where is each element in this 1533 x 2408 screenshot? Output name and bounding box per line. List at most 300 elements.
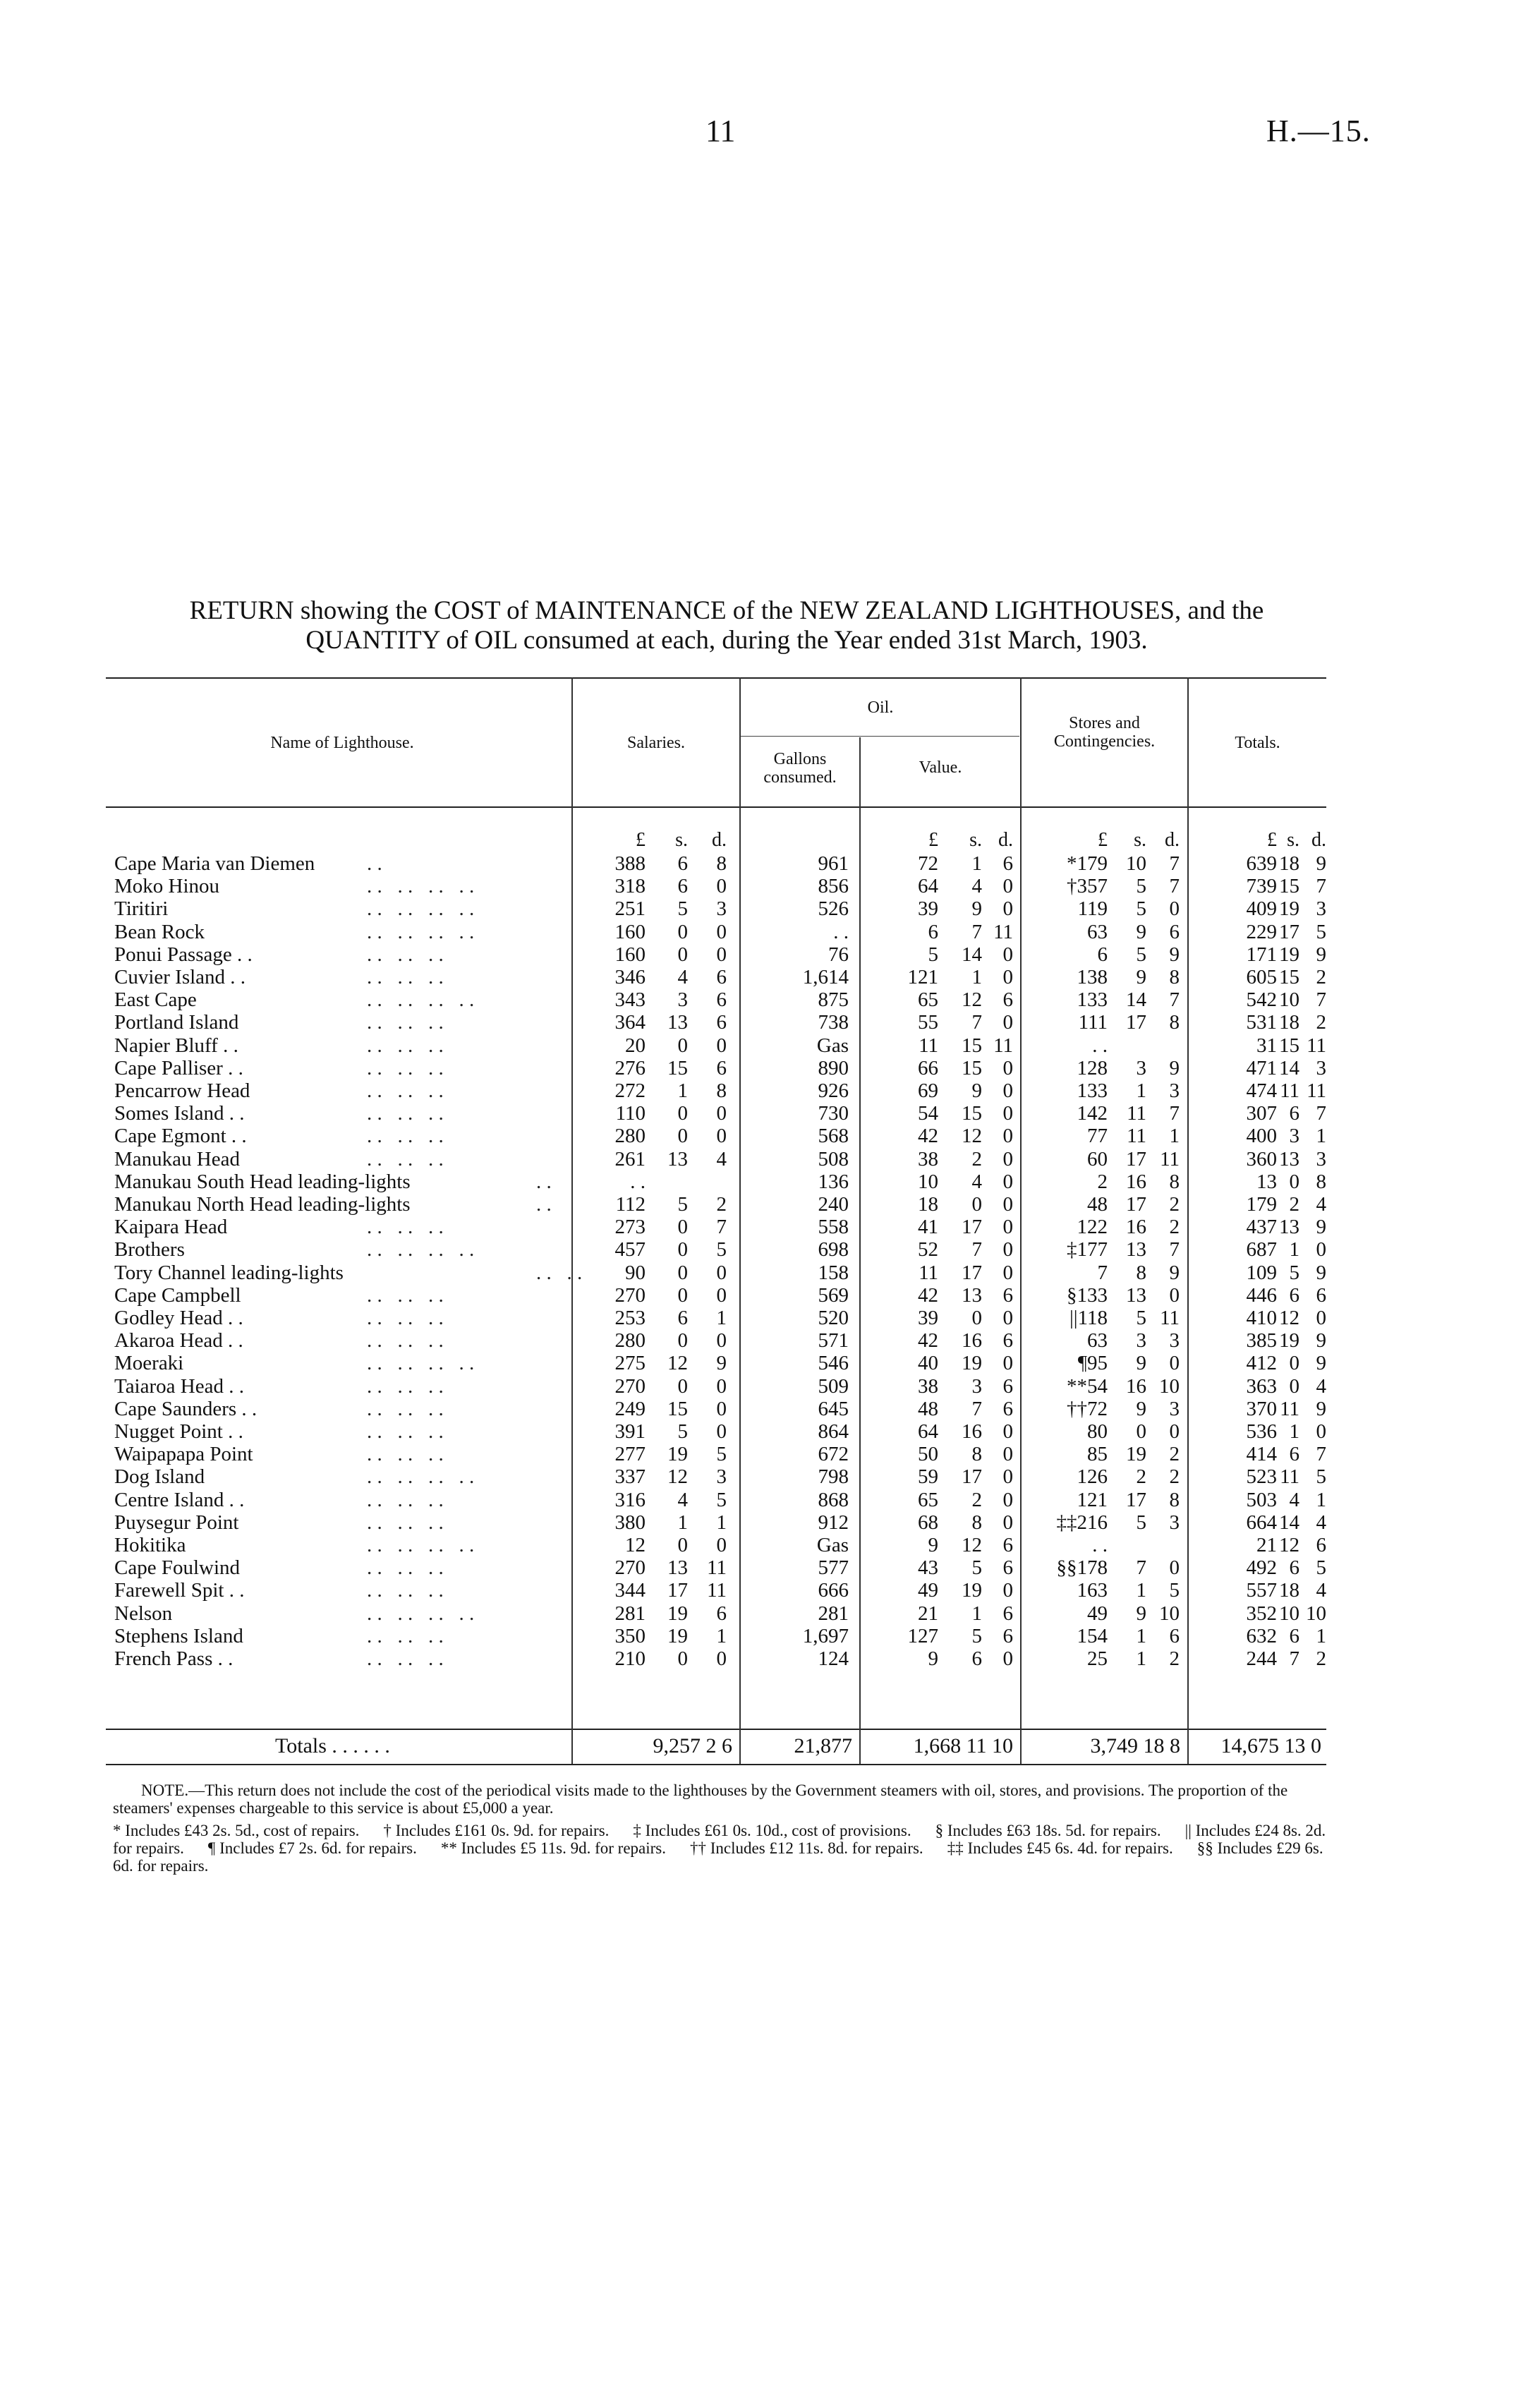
cell-sal-shillings: 0 [677,1647,688,1670]
leader-dots: . . . . . . . . [367,1238,475,1261]
cell-val-pounds: 10 [918,1170,938,1193]
cell-sto-shillings: 1 [1136,1625,1146,1647]
cell-sal-pounds: 251 [614,897,646,920]
cell-sto-pence: 9 [1169,943,1180,966]
lighthouse-name: Cape Egmont . . [114,1125,247,1147]
cell-val-shillings: 19 [962,1352,982,1374]
leader-dots: . . . . . . [367,1579,444,1602]
cell-tot-shillings: 0 [1289,1170,1299,1193]
cell-sto-pence: 6 [1169,1625,1180,1647]
cell-sal-pence: 4 [716,1148,727,1170]
cell-gallons: 798 [818,1465,849,1488]
cell-tot-pounds: 605 [1246,966,1277,988]
cell-tot-pence: 7 [1316,1102,1326,1125]
cell-sal-shillings: 19 [667,1602,688,1625]
leader-dots: . . . . . . [367,1489,444,1511]
cell-sal-pence: 0 [716,1398,727,1420]
cell-sto-shillings: 9 [1136,1352,1146,1374]
cell-val-pounds: 21 [918,1602,938,1625]
cell-sto-pounds: ||118 [1069,1307,1108,1329]
cell-sal-pounds: 364 [614,1011,646,1034]
table-row [0,1034,1533,1057]
cell-val-pence: 0 [1002,1489,1013,1511]
table-row [0,1193,1533,1216]
cell-sto-shillings: 19 [1126,1443,1146,1465]
cell-val-pence: 6 [1002,1398,1013,1420]
cell-gallons: 571 [818,1329,849,1352]
cell-sal-pounds: 160 [614,943,646,966]
cell-val-pence: 0 [1002,1238,1013,1261]
cell-sal-pounds: 90 [625,1262,646,1284]
cell-sto-pounds: 85 [1087,1443,1108,1465]
cell-sal-shillings: 5 [677,897,688,920]
column-header-value: Value. [919,758,962,777]
cell-tot-shillings: 10 [1279,988,1299,1011]
cell-tot-pounds: 492 [1246,1556,1277,1579]
table-row [0,875,1533,897]
cell-tot-pence: 5 [1316,1465,1326,1488]
lighthouse-name: Waipapapa Point [114,1443,253,1465]
cell-sal-shillings: 6 [677,875,688,897]
cell-sal-shillings: 0 [677,921,688,943]
totals-row [0,1734,1533,1758]
cell-sal-pounds: 337 [614,1465,646,1488]
cell-sto-pounds: . . [1092,1534,1108,1556]
cell-tot-pounds: 412 [1246,1352,1277,1374]
unit-label: £ [928,829,938,851]
unit-label: s. [675,829,688,851]
cell-tot-pence: 9 [1316,1329,1326,1352]
cell-tot-pounds: 171 [1246,943,1277,966]
cell-tot-shillings: 0 [1289,1352,1299,1374]
cell-sto-pence: 8 [1169,1011,1180,1034]
cell-val-shillings: 12 [962,988,982,1011]
cell-sal-pounds: 344 [614,1579,646,1602]
cell-val-pence: 6 [1002,1556,1013,1579]
cell-sal-shillings: 0 [677,1375,688,1398]
cell-gallons: 698 [818,1238,849,1261]
cell-tot-pence: 7 [1316,988,1326,1011]
totals-value: 1,668 11 10 [913,1734,1013,1757]
cell-sal-pounds: 160 [614,921,646,943]
leader-dots: . . . . . . . . [367,921,475,943]
lighthouse-name: Brothers [114,1238,185,1261]
cell-tot-pence: 1 [1316,1625,1326,1647]
lighthouse-name: Ponui Passage . . [114,943,253,966]
cell-val-pounds: 49 [918,1579,938,1602]
cell-gallons: 645 [818,1398,849,1420]
unit-label: d. [1311,829,1326,851]
leader-dots: . . . . . . . . [367,1602,475,1625]
cell-sto-pence: 2 [1169,1465,1180,1488]
table-row [0,1102,1533,1125]
cell-sal-pounds: 343 [614,988,646,1011]
cell-sto-pounds: 126 [1077,1465,1108,1488]
cell-tot-pounds: 409 [1246,897,1277,920]
document-reference: H.—15. [1266,114,1371,148]
lighthouse-name: Cape Campbell [114,1284,241,1307]
cell-tot-pence: 9 [1316,1262,1326,1284]
column-header-gallons: Gallons consumed. [763,750,837,787]
totals-salaries: 9,257 2 6 [653,1734,732,1757]
cell-sal-shillings: 0 [677,1534,688,1556]
cell-tot-shillings: 15 [1279,1034,1299,1057]
cell-tot-pence: 7 [1316,1443,1326,1465]
cell-sto-pence: 11 [1160,1148,1180,1170]
leader-dots: . . . . . . [367,1443,444,1465]
table-row [0,897,1533,920]
cell-val-pence: 0 [1002,1465,1013,1488]
cell-sto-shillings: 0 [1136,1420,1146,1443]
lighthouse-name: Kaipara Head [114,1216,228,1238]
cell-sto-shillings: 5 [1136,897,1146,920]
cell-tot-pounds: 739 [1246,875,1277,897]
cell-val-pounds: 65 [918,1489,938,1511]
column-header-oil: Oil. [867,698,894,717]
cell-sal-shillings: 4 [677,966,688,988]
cell-tot-shillings: 18 [1279,1011,1299,1034]
cell-val-pence: 6 [1002,852,1013,875]
cell-tot-pounds: 385 [1246,1329,1277,1352]
lighthouse-name: Nugget Point . . [114,1420,243,1443]
cell-tot-pence: 4 [1316,1579,1326,1602]
cell-val-pence: 11 [993,921,1013,943]
cell-sto-shillings: 5 [1136,875,1146,897]
cell-gallons: 509 [818,1375,849,1398]
cell-sal-pounds: 277 [614,1443,646,1465]
cell-sto-pounds: 133 [1077,988,1108,1011]
cell-gallons: 569 [818,1284,849,1307]
cell-sto-shillings: 1 [1136,1579,1146,1602]
cell-tot-shillings: 13 [1279,1216,1299,1238]
cell-sto-pounds: 122 [1077,1216,1108,1238]
cell-sto-shillings: 7 [1136,1556,1146,1579]
cell-sal-pounds: 346 [614,966,646,988]
cell-val-pence: 0 [1002,1262,1013,1284]
cell-sal-pounds: 12 [625,1534,646,1556]
table-row [0,1420,1533,1443]
leader-dots: . . . . . . [367,1625,444,1647]
lighthouse-name: Nelson [114,1602,173,1625]
cell-val-pence: 0 [1002,1216,1013,1238]
cell-sal-shillings: 12 [667,1465,688,1488]
cell-val-pounds: 11 [919,1034,938,1057]
cell-tot-pence: 8 [1316,1170,1326,1193]
oil-subheader-rule [741,736,1019,737]
cell-sto-pence: 7 [1169,852,1180,875]
cell-sto-pounds: 6 [1097,943,1108,966]
cell-tot-pence: 1 [1316,1489,1326,1511]
cell-val-shillings: 0 [971,1193,982,1216]
cell-sto-pence: 7 [1169,875,1180,897]
cell-sal-pence: 6 [716,1057,727,1079]
cell-sto-pounds: ¶95 [1077,1352,1108,1374]
cell-val-shillings: 14 [962,943,982,966]
table-row [0,1398,1533,1420]
cell-tot-pounds: 363 [1246,1375,1277,1398]
cell-sto-pence: 2 [1169,1647,1180,1670]
cell-sal-shillings: 3 [677,988,688,1011]
cell-val-shillings: 5 [971,1625,982,1647]
cell-sal-pence: 0 [716,1034,727,1057]
footnote: ‡ Includes £61 0s. 10d., cost of provisions. [633,1822,911,1839]
cell-val-shillings: 4 [971,875,982,897]
cell-val-pence: 0 [1002,1193,1013,1216]
cell-gallons: 864 [818,1420,849,1443]
cell-sto-shillings: 8 [1136,1262,1146,1284]
table-row [0,1465,1533,1488]
cell-tot-shillings: 18 [1279,852,1299,875]
cell-tot-shillings: 17 [1279,921,1299,943]
cell-tot-pence: 11 [1307,1079,1326,1102]
cell-sto-pence: 2 [1169,1216,1180,1238]
cell-val-pounds: 42 [918,1329,938,1352]
cell-tot-shillings: 15 [1279,875,1299,897]
cell-tot-pence: 1 [1316,1125,1326,1147]
cell-sal-pounds: 281 [614,1602,646,1625]
unit-label: £ [1098,829,1108,851]
unit-label: d. [998,829,1013,851]
cell-sal-shillings: 0 [677,1102,688,1125]
cell-tot-pounds: 664 [1246,1511,1277,1534]
leader-dots: . . . . . . [367,1216,444,1238]
lighthouse-name: Centre Island . . [114,1489,245,1511]
cell-gallons: 961 [818,852,849,875]
cell-val-pence: 0 [1002,1102,1013,1125]
cell-sto-pence: 5 [1169,1579,1180,1602]
cell-sal-shillings: 5 [677,1420,688,1443]
footnotes [113,1822,1340,1875]
cell-sal-shillings: 1 [677,1079,688,1102]
cell-val-pounds: 38 [918,1148,938,1170]
cell-sal-pence: 5 [716,1443,727,1465]
cell-sal-shillings: 0 [677,1284,688,1307]
cell-tot-pounds: 31 [1256,1034,1277,1057]
table-row [0,1148,1533,1170]
cell-val-shillings: 3 [971,1375,982,1398]
cell-tot-pounds: 13 [1256,1170,1277,1193]
cell-gallons: 526 [818,897,849,920]
cell-val-pounds: 50 [918,1443,938,1465]
cell-sal-pounds: 272 [614,1079,646,1102]
cell-tot-pounds: 437 [1246,1216,1277,1238]
cell-sal-pence: 9 [716,1352,727,1374]
cell-sal-pence: 0 [716,921,727,943]
leader-dots: . . . . . . . . [367,1534,475,1556]
cell-sto-pounds: 154 [1077,1625,1108,1647]
title-line-1: RETURN showing the COST of MAINTENANCE of the NEW ZEALAND LIGHTHOUSES, and the [189,596,1264,625]
cell-sal-shillings: 4 [677,1489,688,1511]
leader-dots: . . . . . . [367,1647,444,1670]
lighthouse-name: Manukau North Head leading-lights [114,1193,411,1216]
cell-val-pence: 0 [1002,897,1013,920]
cell-sal-shillings: 0 [677,1216,688,1238]
cell-sal-pounds: 270 [614,1284,646,1307]
cell-tot-pence: 3 [1316,1148,1326,1170]
cell-sto-shillings: 3 [1136,1329,1146,1352]
cell-gallons: 568 [818,1125,849,1147]
cell-val-pounds: 9 [928,1534,938,1556]
cell-val-shillings: 7 [971,1011,982,1034]
cell-tot-pounds: 536 [1246,1420,1277,1443]
cell-tot-shillings: 11 [1280,1398,1299,1420]
lighthouse-name: Stephens Island [114,1625,243,1647]
lighthouse-name: Cape Palliser . . [114,1057,243,1079]
cell-gallons: 158 [818,1262,849,1284]
cell-tot-pounds: 179 [1246,1193,1277,1216]
cell-gallons: 508 [818,1148,849,1170]
cell-val-shillings: 0 [971,1307,982,1329]
cell-val-pounds: 41 [918,1216,938,1238]
cell-val-shillings: 17 [962,1262,982,1284]
cell-sto-pounds: 138 [1077,966,1108,988]
cell-sto-pence: 8 [1169,1489,1180,1511]
cell-sal-pounds: 280 [614,1125,646,1147]
cell-val-pence: 6 [1002,1534,1013,1556]
cell-sal-pounds: 457 [614,1238,646,1261]
cell-sal-pence: 6 [716,988,727,1011]
cell-sto-pence: 0 [1169,897,1180,920]
leader-dots: . . . . . . [367,1329,444,1352]
cell-sal-pence: 0 [716,1647,727,1670]
leader-dots: . . [536,1170,552,1193]
cell-tot-pence: 9 [1316,1352,1326,1374]
cell-sto-pounds: ‡177 [1067,1238,1108,1261]
leader-dots: . . . . . . [367,1420,444,1443]
cell-val-pence: 0 [1002,1125,1013,1147]
cell-val-pence: 0 [1002,1079,1013,1102]
cell-val-shillings: 4 [971,1170,982,1193]
lighthouse-name: Cape Saunders . . [114,1398,257,1420]
cell-tot-shillings: 6 [1289,1102,1299,1125]
cell-sto-shillings: 9 [1136,1398,1146,1420]
cell-sal-shillings: 0 [677,1262,688,1284]
leader-dots: . . . . . . [367,1057,444,1079]
cell-val-pence: 0 [1002,1011,1013,1034]
cell-val-shillings: 7 [971,1238,982,1261]
cell-sal-shillings: 12 [667,1352,688,1374]
cell-sto-pence: 7 [1169,1238,1180,1261]
cell-sal-pence: 8 [716,852,727,875]
cell-sal-pence: 6 [716,1602,727,1625]
cell-sto-pence: 3 [1169,1511,1180,1534]
cell-tot-pence: 2 [1316,1011,1326,1034]
cell-val-pounds: 48 [918,1398,938,1420]
unit-label: s. [1287,829,1299,851]
cell-sal-pounds: 273 [614,1216,646,1238]
cell-val-shillings: 13 [962,1284,982,1307]
cell-val-pence: 0 [1002,875,1013,897]
cell-tot-shillings: 1 [1289,1420,1299,1443]
cell-sto-shillings: 5 [1136,1511,1146,1534]
cell-tot-pounds: 360 [1246,1148,1277,1170]
cell-sal-pence: 6 [716,1011,727,1034]
cell-sal-shillings: 15 [667,1398,688,1420]
cell-val-shillings: 9 [971,1079,982,1102]
cell-sto-pence: 10 [1159,1602,1180,1625]
totals-gallons: 21,877 [794,1734,852,1757]
cell-val-pounds: 65 [918,988,938,1011]
lighthouse-name: Manukau Head [114,1148,240,1170]
cell-tot-shillings: 0 [1289,1375,1299,1398]
cell-sto-shillings: 16 [1126,1216,1146,1238]
lighthouse-name: Dog Island [114,1465,205,1488]
cell-sto-pounds: §§178 [1056,1556,1108,1579]
cell-val-pounds: 40 [918,1352,938,1374]
cell-sto-pence: 11 [1160,1307,1180,1329]
cell-sal-shillings: 19 [667,1443,688,1465]
cell-sal-shillings: 0 [677,1125,688,1147]
cell-sal-pence: 5 [716,1489,727,1511]
cell-val-shillings: 2 [971,1489,982,1511]
cell-val-shillings: 19 [962,1579,982,1602]
cell-val-pence: 6 [1002,1284,1013,1307]
cell-sto-shillings: 11 [1127,1125,1146,1147]
cell-val-pence: 0 [1002,966,1013,988]
cell-val-pounds: 9 [928,1647,938,1670]
leader-dots: . . . . . . [367,1079,444,1102]
cell-sto-shillings: 16 [1126,1170,1146,1193]
cell-val-shillings: 12 [962,1534,982,1556]
cell-val-pence: 11 [993,1034,1013,1057]
cell-sal-pence: 6 [716,966,727,988]
cell-val-pence: 0 [1002,1511,1013,1534]
cell-tot-pounds: 244 [1246,1647,1277,1670]
cell-tot-pence: 4 [1316,1193,1326,1216]
footnote: || Includes £24 8s. 2d. for repairs. [113,1822,1326,1857]
table-row [0,1011,1533,1034]
lighthouse-name: Cape Maria van Diemen [114,852,315,875]
table-row [0,1625,1533,1647]
lighthouse-name: East Cape [114,988,197,1011]
totals-totals: 14,675 13 0 [1220,1734,1321,1757]
totals-top-rule [106,1729,1326,1730]
leader-dots: . . . . [536,1262,583,1284]
cell-gallons: 926 [818,1079,849,1102]
cell-tot-pence: 5 [1316,921,1326,943]
cell-sal-pounds: 210 [614,1647,646,1670]
cell-tot-pounds: 471 [1246,1057,1277,1079]
cell-sal-pounds: 261 [614,1148,646,1170]
cell-tot-shillings: 6 [1289,1625,1299,1647]
cell-sal-shillings: 0 [677,1238,688,1261]
unit-label: d. [712,829,727,851]
cell-val-pence: 6 [1002,988,1013,1011]
cell-val-pounds: 39 [918,1307,938,1329]
cell-sal-shillings: 13 [667,1011,688,1034]
cell-val-shillings: 12 [962,1125,982,1147]
cell-sto-shillings: 9 [1136,966,1146,988]
cell-val-shillings: 6 [971,1647,982,1670]
cell-val-pounds: 42 [918,1284,938,1307]
cell-gallons: Gas [816,1534,849,1556]
cell-tot-pence: 9 [1316,1398,1326,1420]
cell-val-pounds: 68 [918,1511,938,1534]
footnote: ** Includes £5 11s. 9d. for repairs. [440,1839,667,1857]
leader-dots: . . . . . . [367,1398,444,1420]
table-row [0,966,1533,988]
cell-sto-pounds: 63 [1087,921,1108,943]
cell-sto-pounds: §133 [1067,1284,1108,1307]
table-row [0,1489,1533,1511]
cell-tot-pence: 4 [1316,1375,1326,1398]
cell-sto-shillings: 17 [1126,1011,1146,1034]
cell-sal-pence: 11 [707,1556,727,1579]
cell-gallons: 1,614 [802,966,849,988]
cell-tot-pence: 0 [1316,1238,1326,1261]
cell-tot-shillings: 7 [1289,1647,1299,1670]
cell-sto-pence: 6 [1169,921,1180,943]
